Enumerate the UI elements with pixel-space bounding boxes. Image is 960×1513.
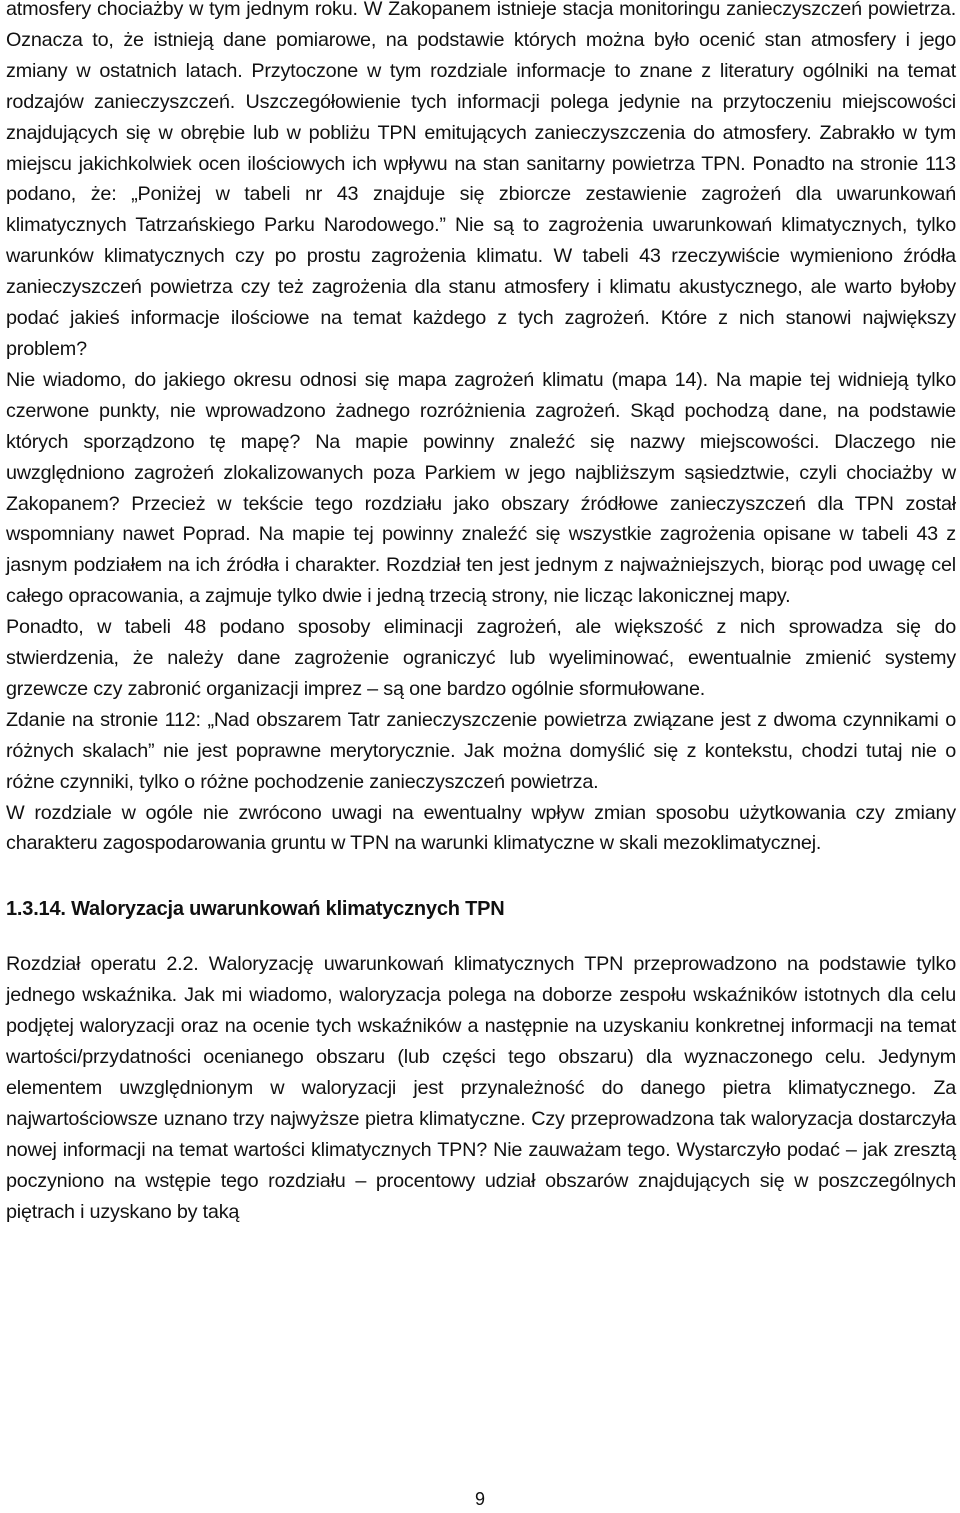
paragraph-valorization: Rozdział operatu 2.2. Waloryzację uwarunkowań klimatycznych TPN przeprowadzono na podstawie tylko jednego wskaźnika. Jak mi wiadomo, waloryzacja polega na doborze zespołu wskaźników istotnych dla celu podjętej waloryzacji oraz na ocenie tych wskaźników a następnie na uzyskaniu konkretnej informacji na temat wartości/przydatności ocenianego obszaru (lub części tego obszaru) dla wyznaczonego celu. Jedynym elementem uwzględnionym w waloryzacji jest przynależność do danego pietra klimatycznego. Za najwartościowsze uznano trzy najwyższe pietra klimatyczne. Czy przeprowadzona tak waloryzacja dostarczyła nowej informacji na temat wartości klimatycznych TPN? Nie zauważam tego. Wystarczyło podać – jak zresztą poczyniono na wstępie tego rozdziału – procentowy udział obszarów znajdujących się w poszczególnych piętrach i uzyskano by taką [6,953,956,1223]
paragraph-threat-map: Nie wiadomo, do jakiego okresu odnosi się mapa zagrożeń klimatu (mapa 14). Na mapie tej widnieją tylko czerwone punkty, nie wprowadzono żadnego rozróżnienia zagrożeń. Skąd pochodzą dane, na podstawie których sporządzono tę mapę? Na mapie powinny znaleźć się nazwy miejscowości. Dlaczego nie uwzględniono zagrożeń zlokalizowanych poza Parkiem w jego najbliższym sąsiedztwie, czyli chociażby w Zakopanem? Przecież w tekście tego rozdziału jako obszary źródłowe zanieczyszczeń dla TPN został wspomniany nawet Poprad. Na mapie tej powinny znaleźć się wszystkie zagrożenia opisane w tabeli 43 z jasnym podziałem na ich źródła i charakter. Rozdział ten jest jednym z najważniejszych, biorąc pod uwagę cel całego opracowania, a zajmuje tylko dwie i jedną trzecią strony, nie licząc lakonicznej mapy. [6,368,956,608]
page-number: 9 [474,1489,485,1509]
paragraph-page-112: Zdanie na stronie 112: „Nad obszarem Tatr zanieczyszczenie powietrza związane jest z dwoma czynnikami o różnych skalach” nie jest poprawne merytorycznie. Jak można domyślić się z kontekstu, chodzi tutaj nie o różne czynniki, tylko o różne pochodzenie zanieczyszczeń powietrza. [6,708,956,793]
paragraph-table-48: Ponadto, w tabeli 48 podano sposoby eliminacji zagrożeń, ale większość z nich sprowadza się do stwierdzenia, że należy dane zagrożenie ograniczyć lub wyeliminować, ewentualnie zmienić systemy grzewcze czy zabronić organizacji imprez – są one bardzo ogólnie sformułowane. [6,616,956,700]
section-heading: 1.3.14. Waloryzacja uwarunkowań klimatycznych TPN [6,898,505,921]
paragraph-land-use: W rozdziale w ogóle nie zwrócono uwagi na ewentualny wpływ zmian sposobu użytkowania czy zmiany charakteru zagospodarowania gruntu w TPN na warunki klimatyczne w skali mezoklimatycznej. [6,801,956,855]
paragraph-air-pollution-info: atmosfery chociażby w tym jednym roku. W Zakopanem istnieje stacja monitoringu zanieczyszczeń powietrza. Oznacza to, że istnieją dane pomiarowe, na podstawie których można było ocenić stan atmosfery i jego zmiany w ostatnich latach. Przytoczone w tym rozdziale informacje to znane z literatury ogólniki na temat rodzajów zanieczyszczeń. Uszczegółowienie tych informacji polega jedynie na przytoczeniu miejscowości znajdujących się w obrębie lub w pobliżu TPN emitujących zanieczyszczenia do atmosfery. Zabrakło w tym miejscu jakichkolwiek ocen ilościowych ich wpływu na stan sanitarny powietrza TPN. Ponadto na stronie 113 podano, że: „Poniżej w tabeli nr 43 znajduje się zbiorcze zestawienie zagrożeń dla uwarunkowań klimatycznych Tatrzańskiego Parku Narodowego.” Nie są to zagrożenia uwarunkowań klimatycznych, tylko warunków klimatycznych czy po prostu zagrożenia klimatu. W tabeli 43 rzeczywiście wymieniono źródła zanieczyszczeń powietrza czy też zagrożenia dla stanu atmosfery i klimatu akustycznego, ale warto byłoby podać jakieś informacje ilościowe na temat każdego z tych zagrożeń. Które z nich stanowi największy problem? [6,0,956,360]
document-page [6,0,956,1228]
